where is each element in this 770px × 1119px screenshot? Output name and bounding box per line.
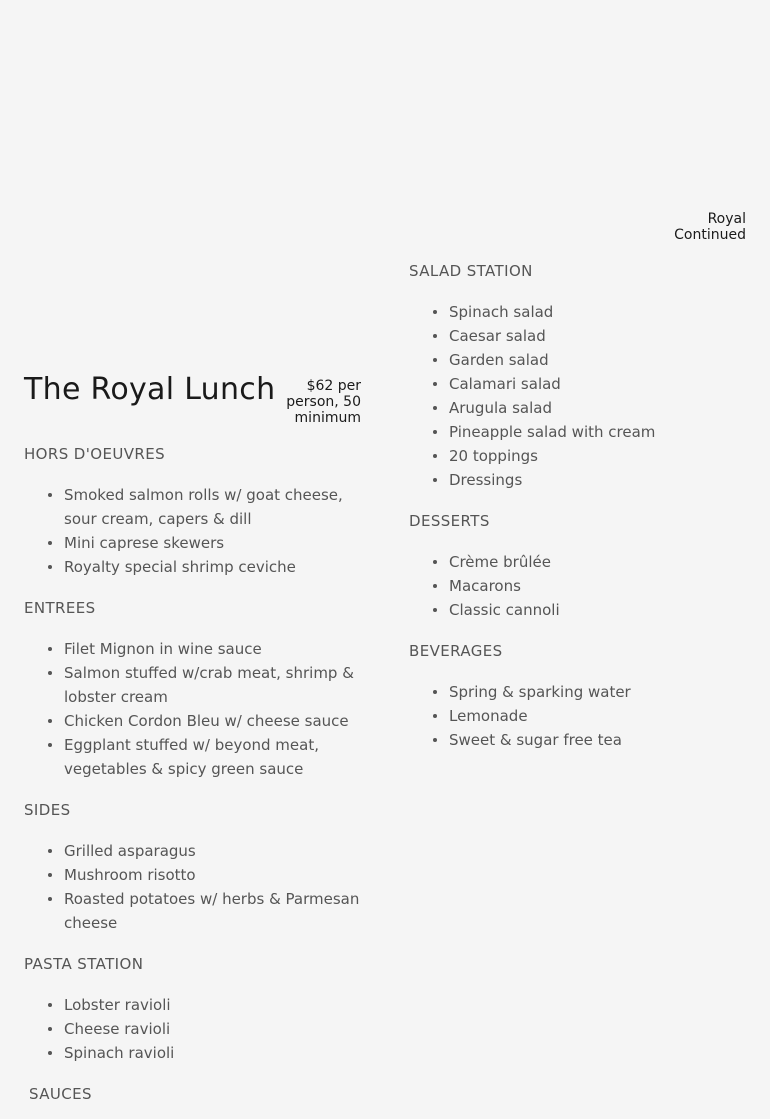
- menu-item: Mini caprese skewers: [24, 531, 364, 555]
- menu-item: Eggplant stuffed w/ beyond meat, vegetables & spicy green sauce: [24, 733, 364, 781]
- menu-item: Classic cannoli: [409, 598, 749, 622]
- continued-note-line: Continued: [674, 227, 746, 243]
- menu-item: Dressings: [409, 468, 749, 492]
- section-heading: DESSERTS: [409, 512, 490, 530]
- section-heading: SAUCES: [29, 1085, 92, 1103]
- menu-item: Spinach ravioli: [24, 1041, 364, 1065]
- menu-item: Caesar salad: [409, 324, 749, 348]
- menu-item: Calamari salad: [409, 372, 749, 396]
- menu-item: Spring & sparking water: [409, 680, 749, 704]
- menu-item: Spinach salad: [409, 300, 749, 324]
- section-heading: BEVERAGES: [409, 642, 503, 660]
- menu-item: Grilled asparagus: [24, 839, 364, 863]
- menu-item: Sweet & sugar free tea: [409, 728, 749, 752]
- menu-item: Crème brûlée: [409, 550, 749, 574]
- continued-note-line: Royal: [707, 211, 746, 227]
- menu-list: [24, 839, 364, 935]
- continued-note: [674, 211, 746, 243]
- menu-item: Macarons: [409, 574, 749, 598]
- menu-item: Roasted potatoes w/ herbs & Parmesan cheese: [24, 887, 364, 935]
- menu-list: [409, 300, 749, 492]
- menu-list: [24, 483, 364, 579]
- menu-item: 20 toppings: [409, 444, 749, 468]
- menu-item: Lobster ravioli: [24, 993, 364, 1017]
- menu-item: Arugula salad: [409, 396, 749, 420]
- menu-list: [409, 550, 749, 622]
- menu-item: Filet Mignon in wine sauce: [24, 637, 364, 661]
- menu-item: Chicken Cordon Bleu w/ cheese sauce: [24, 709, 364, 733]
- section-heading: HORS D'OEUVRES: [24, 445, 166, 463]
- price-note: $62 per person, 50 minimum: [286, 378, 361, 426]
- menu-item: Mushroom risotto: [24, 863, 364, 887]
- menu-item: Garden salad: [409, 348, 749, 372]
- section-heading: SALAD STATION: [409, 262, 533, 280]
- menu-item: Royalty special shrimp ceviche: [24, 555, 364, 579]
- section-heading: PASTA STATION: [24, 955, 144, 973]
- menu-item: Lemonade: [409, 704, 749, 728]
- menu-item: Smoked salmon rolls w/ goat cheese, sour cream, capers & dill: [24, 483, 364, 531]
- menu-column-right: [409, 260, 749, 770]
- menu-item: Pineapple salad with cream: [409, 420, 749, 444]
- menu-list: [409, 680, 749, 752]
- menu-item: Cheese ravioli: [24, 1017, 364, 1041]
- page-title: The Royal Lunch: [24, 372, 276, 407]
- menu-list: [24, 993, 364, 1065]
- menu-item: Salmon stuffed w/crab meat, shrimp & lobster cream: [24, 661, 364, 709]
- menu-column-left: [24, 443, 364, 1119]
- section-heading: ENTREES: [24, 599, 96, 617]
- menu-list: [24, 637, 364, 781]
- section-heading: SIDES: [24, 801, 71, 819]
